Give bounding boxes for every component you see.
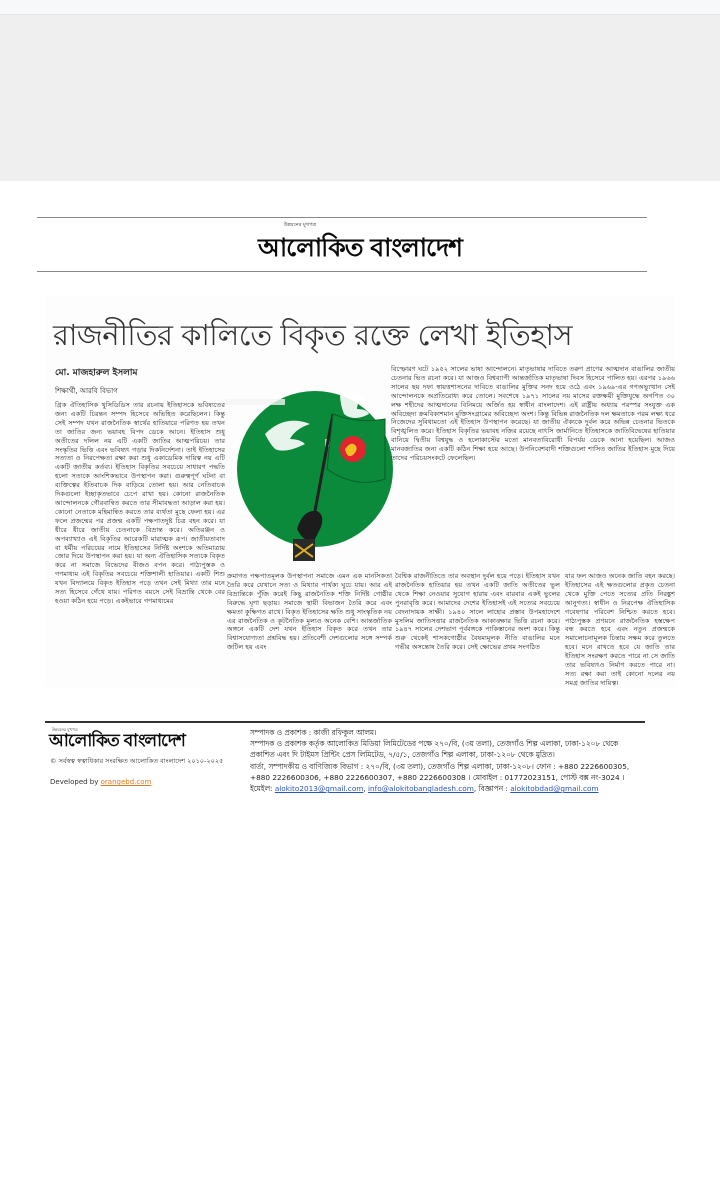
article-column-right: বিস্ফোরণ ঘটে ১৯৫২ সালের ভাষা আন্দোলনে। মাতৃভাষার দাবিতে তরুণ প্রাণের আত্মদান বাঙালির জাতীয় চেতনার ভিত রচনা করে। যা আজও বিশ্বব্যাপী আন্তর্জাতিক মাতৃভাষা দিবস হিসেবে পালিত হয়। এরপর ১৯৬৬ সালের ছয় দফা স্বায়ত্তশাসনের দাবিতে বাঙালির মুক্তির সনদ হয়ে ওঠে এবং ১৯৬৯-এর গণঅভ্যুত্থান সেই আন্দোলনকে অপ্রতিরোধ্য করে তোলে। সবশেষে ১৯৭১ সালের নয় মাসের রক্তক্ষয়ী মুক্তিযুদ্ধে অগণিত ৩০ লক্ষ শহীদের আত্মদানের বিনিময়ে অর্জিত হয় স্বাধীন বাংলাদেশ। এই রাষ্ট্রীয় অধ্যায় পরস্পর সংযুক্ত এক অবিচ্ছেদ্য ক্রমবিকাশমান মুক্তিসংগ্রামের অবিচ্ছেদ্য অংশ। কিন্তু বিভিন্ন রাজনৈতিক দল ক্ষমতাকে পরম লক্ষ্য ধরে নিজেদের সুবিধামতো এই ইতিহাস উপস্থাপন করেছে। যা জাতীয় ঐক্যকে দুর্বল করে অভিন্ন চেতনার ভিতকে বিশৃঙ্খলিত করে। ইতিহাস বিকৃতির ভয়াবহ নজির রয়েছে নাৎসি জার্মানিতে ইতিহাসকে জাতিবিদ্বেষের হাতিয়ার বানিয়ে দ্বিতীয় বিশ্বযুদ্ধ ও হলোকাস্টের মতো মানবতাবিরোধী বিপর্যয় ডেকে আনা হয়েছিল। আজও মানবজাতির জন্য একটি কঠিন শিক্ষা হয়ে আছে। উপনিবেশবাদী শক্তিগুলো শাসিত জাতির ইতিহাস মুছে দিয়ে তাদের পরিচয়সংকটে ফেলেছিল। <box>391 365 675 463</box>
article-author-role: শিক্ষার্থী, আরবি বিভাগ <box>55 387 118 395</box>
top-rule <box>37 217 647 218</box>
footer-editor: সম্পাদক ও প্রকাশক : কাজী রফিকুল আলম। <box>250 728 377 737</box>
masthead <box>0 222 720 271</box>
article-column-2: ক্রমাগত পক্ষপাতমূলক উপস্থাপনা সমাজে এমন এক মানসিকতা তৈরি করে যেখানে সত্য ও মিথ্যার পার্থক্য ঘুচে যায়। আর এই বিভ্রান্তিকে পুঁজি করেই কিছু রাজনৈতিক শক্তি নির্দিষ্ট গোষ্ঠীর বিরুদ্ধে ঘৃণা ছড়ায়। সমাজে স্থায়ী বিভাজন তৈরি করে এবং ক্ষমতা কুক্ষিগত রাখে। বিকৃত ইতিহাসের ক্ষতি শুধু সাংস্কৃতিক নয় এর রাজনৈতিক ও কূটনৈতিক মূল্যও অনেক বেশি। আন্তর্জাতিক অঙ্গনে একটি দেশ যখন ইতিহাস বিকৃত করে তখন তার বিশ্বাসযোগ্যতা প্রশ্নবিদ্ধ হয়। প্রতিবেশী দেশগুলোর সঙ্গে সম্পর্ক জটিল হয় এবং <box>227 572 392 652</box>
footer-office: বার্তা, সম্পাদকীয় ও বাণিজ্যিক বিভাগ : ২৭০/বি, (৩য় তলা), তেজগাঁও শিল্প এলাকা, ঢাকা-১২০৮। ফোন : +880 2226600305, +880 2226600306, +880 2226600307, +880 2226600308 । মোবাইল : 01772023151, পোস্ট বক্স নং-3024 । <box>250 761 630 782</box>
article-author: মো. মাজহারুল ইসলাম <box>55 368 138 378</box>
browser-top-bar <box>0 0 720 15</box>
footer-info <box>250 727 640 794</box>
developer-link[interactable]: orangebd.com <box>100 778 152 786</box>
ad-placeholder <box>0 15 720 181</box>
developed-by-label: Developed by <box>50 778 99 786</box>
article-headline: রাজনীতির কালিতে বিকৃত রক্তে লেখা ইতিহাস <box>53 318 573 352</box>
masthead-logo[interactable]: আলোকিত বাংলাদেশ <box>258 233 462 262</box>
footer-developer <box>50 778 151 786</box>
email-link-1[interactable]: alokito2013@gmail.com <box>274 784 364 794</box>
footer-logo-tagline: উন্নয়নের মুখপত্র <box>52 727 78 732</box>
footer-publisher: সম্পাদক ও প্রকাশক কর্তৃক আলোকিত মিডিয়া লিমিটেডের পক্ষে ২৭০/বি, (৩য় তলা), তেজগাঁও শিল্প এলাকা, ঢাকা-১২০৮ থেকে প্রকাশিত এবং দি টাইমস প্রিন্টিং প্রেস লিমিটেড, ৭/৫/১, তেজগাঁও শিল্প এলাকা, ঢাকা-১২০৮ থেকে মুদ্রিত। <box>250 739 619 760</box>
footer-rule <box>45 721 645 723</box>
article-column-4: যার ফল আজও অনেক জাতি বহন করছে। ইতিহাসের এই ক্ষতগুলোর প্রকৃত চেতনা থেকে মুক্তি পেতে সত্যের প্রতি নিরঙ্কুশ আনুগত্য। স্বাধীন ও নিরপেক্ষ ঐতিহাসিক গবেষণার পরিবেশ নিশ্চিত করতে হবে। পাঠ্যপুস্তক প্রণয়নে রাজনৈতিক হস্তক্ষেপ বন্ধ করতে হবে এবং নতুন প্রজন্মকে সমালোচনামূলক চিন্তায় সক্ষম করে তুলতে হবে। মনে রাখতে হবে যে জাতি তার ইতিহাস সংরক্ষণ করতে পারে না সে জাতি তার ভবিষ্যৎও নির্মাণ করতে পারে না। সত্য রক্ষা করা তাই কোনো দলের নয় সমগ্র জাতির দায়িত্ব। <box>565 572 675 687</box>
article-column-3: বৈশ্বিক রাজনীতিতে তার অবস্থান দুর্বল হয়ে পড়ে। ইতিহাস যখন রাজনৈতিক হাতিয়ার হয় তখন একটি জাতি অতীতের ভুল থেকে শিক্ষা নেওয়ার সুযোগ হারায় এবং বারবার একই ভুলের পুনরাবৃত্তি করে। আমাদের দেশের ইতিহাসই এই সত্যের সবচেয়ে বেদনাদায়ক সাক্ষী। ১৯৪০ সালে লাহোর প্রস্তাব উপমহাদেশে মুসলিম জাতিসত্তার রাজনৈতিক আকাঙ্ক্ষার ভিত্তি রচনা করে। ১৯৪৭ সালের দেশভাগ পূর্ববঙ্গকে পাকিস্তানের অংশ করে। কিন্তু শুরু থেকেই শাসকগোষ্ঠীর বৈষম্যমূলক নীতি বাঙালির মনে গভীর অসন্তোষ তৈরি করে। সেই ক্ষোভের প্রথম সংগঠিত <box>395 572 560 652</box>
flag-illustration <box>225 379 385 561</box>
email-label: ইমেইল: <box>250 784 273 794</box>
article-column-1: গ্রিক ঐতিহাসিক থুসিডিডিস তার রচনায় ইতিহাসকে ভবিষ্যতের জন্য একটি চিরন্তন সম্পদ হিসেবে অভিহিত করেছিলেন। কিন্তু সেই সম্পদ যখন রাজনৈতিক স্বার্থের হাতিয়ারে পরিণত হয় তখন তা জাতির জন্য ভয়াবহ বিপদ ডেকে আনে। ইতিহাস শুধু অতীতের দলিল নয় এটি একটি জাতির আত্মপরিচয়। তার সংস্কৃতির ভিত্তি এবং ভবিষ্যৎ গড়ার দিকনির্দেশনা। তাই ইতিহাসের সত্যতা ও নিরপেক্ষতা রক্ষা করা শুধু একাডেমিক দায়িত্ব নয় এটি একটি জাতীয় কর্তব্য। ইতিহাস বিকৃতির সবচেয়ে সাধারণ পদ্ধতি হলো সত্যকে আংশিকভাবে উপস্থাপন করা। গুরুত্বপূর্ণ ঘটনা বা ব্যক্তিত্বের ইতিবাচক দিক বাড়িয়ে তোলা হয়। আর নেতিবাচক দিকগুলো ইচ্ছাকৃতভাবে চেপে রাখা হয়। কোনো রাজনৈতিক আন্দোলনকে গৌরবান্বিত করতে তার সীমাবদ্ধতা আড়াল করা হয়। কোনো নেতাকে মহিমান্বিত করতে তার ব্যর্থতা মুছে ফেলা হয়। এর ফলে প্রজন্মের পর প্রজন্ম একটি পক্ষপাতদুষ্ট চিত্র বহন করে। যা ধীরে ধীরে জাতীয় চেতনাকে বিভ্রান্ত করে। অতিরঞ্জন ও অপব্যাখ্যাও এই বিকৃতির আরেকটি মারাত্মক রূপ। জাতীয়তাবাদ বা ধর্মীয় পরিচয়ের নামে ইতিহাসের নির্দিষ্ট অংশকে অতিমাত্রায় জোর দিয়ে উপস্থাপন করা হয়। যা অন্য ঐতিহাসিক সত্যকে বিকৃত করে না সমাজে বিভেদের বীজও বপন করে। পাঠ্যপুস্তক ও গণমাধ্যম এই বিকৃতির সবচেয়ে শক্তিশালী হাতিয়ার। একটি শিশু যখন বিদ্যালয়ে বিকৃত ইতিহাস পড়ে তখন সেই মিথ্যা তার মনে সত্য হিসেবে গেঁথে যায়। পরিণত বয়সে সেই বিভ্রান্তি থেকে বের হওয়া কঠিন হয়ে পড়ে। একইভাবে গণমাধ্যমের <box>55 401 225 605</box>
masthead-bottom-rule <box>37 271 647 272</box>
newspaper-clipping <box>45 295 675 687</box>
email-link-2[interactable]: info@alokitobangladesh.com <box>368 784 474 794</box>
footer-logo[interactable]: আলোকিত বাংলাদেশ <box>49 731 185 751</box>
ad-label: বিজ্ঞাপন : <box>478 784 508 794</box>
masthead-tagline: উন্নয়নের মুখপত্র <box>283 222 317 228</box>
dove-right-icon <box>340 392 369 418</box>
footer-copyright: © সর্বস্বত্ব স্বত্বাধিকার সংরক্ষিত আলোকিত বাংলাদেশ ২০১০-২০২৫ <box>50 757 224 765</box>
footer-emails: ইমেইল: alokito2013@gmail.com, info@alokitobangladesh.com, বিজ্ঞাপন : alokitobdad@gmail.com <box>250 784 599 794</box>
email-link-3[interactable]: alokitobdad@gmail.com <box>510 784 599 794</box>
